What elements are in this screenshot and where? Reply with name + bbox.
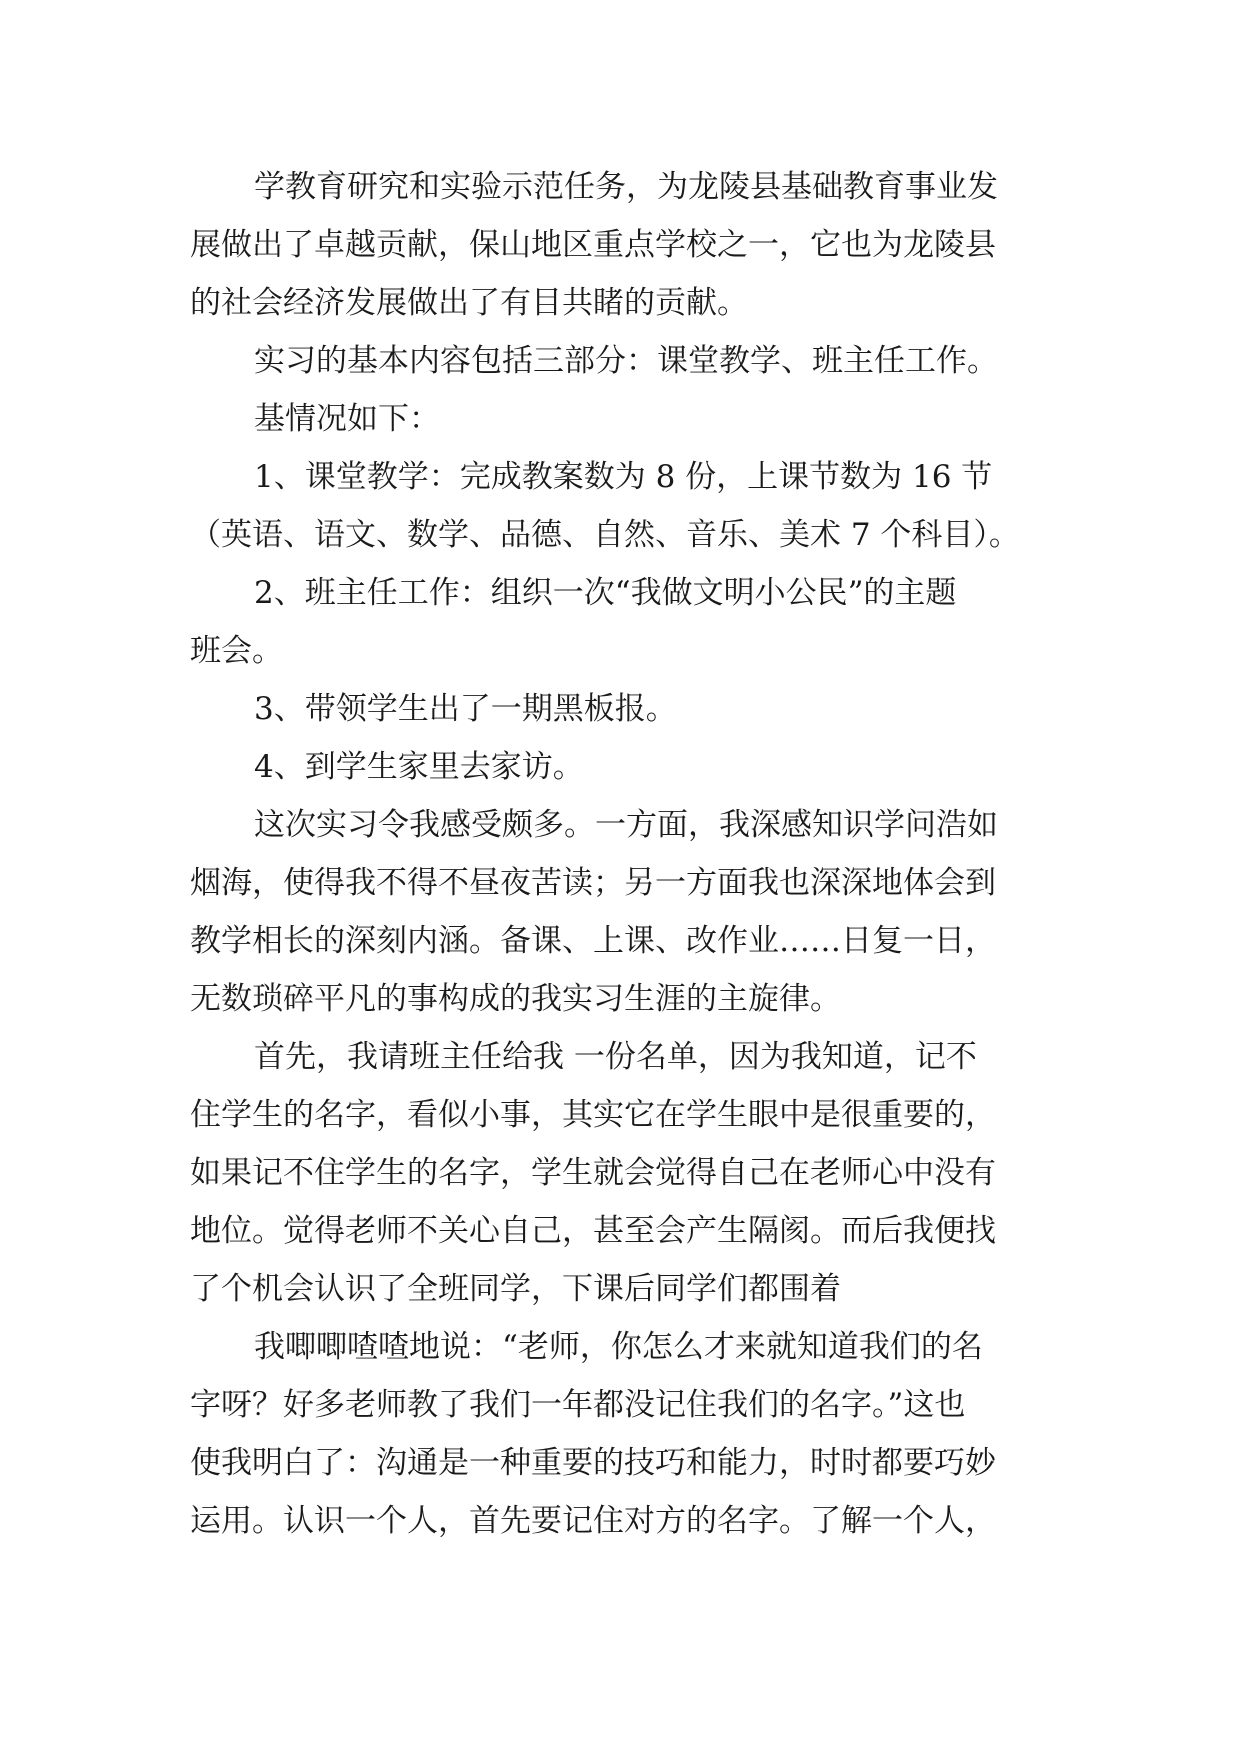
- text-line: 了个机会认识了全班同学，下课后同学们都围着: [190, 1271, 841, 1307]
- text-line: 3、带领学生出了一期黑板报。: [254, 691, 677, 727]
- text-line: 实习的基本内容包括三部分：课堂教学、班主任工作。: [254, 343, 998, 379]
- text-line: 4、到学生家里去家访。: [254, 749, 584, 785]
- text-line: （英语、语文、数学、品德、自然、音乐、美术 7 个科目）。: [190, 517, 1020, 553]
- text-line: 住学生的名字，看似小事，其实它在学生眼中是很重要的，: [190, 1097, 996, 1133]
- text-line: 首先，我请班主任给我 一份名单，因为我知道，记不: [254, 1039, 977, 1075]
- text-line: 如果记不住学生的名字，学生就会觉得自己在老师心中没有: [190, 1155, 996, 1191]
- text-line: 字呀？好多老师教了我们一年都没记住我们的名字。”这也: [190, 1387, 966, 1423]
- text-line: 教学相长的深刻内涵。备课、上课、改作业……日复一日，: [190, 923, 996, 959]
- text-line: 无数琐碎平凡的事构成的我实习生涯的主旋律。: [190, 981, 841, 1017]
- text-line: 基情况如下：: [254, 401, 440, 437]
- body-text: [190, 158, 1070, 1550]
- text-line: 运用。认识一个人，首先要记住对方的名字。了解一个人，: [190, 1503, 996, 1539]
- text-line: 班会。: [190, 633, 283, 669]
- text-line: 2、班主任工作：组织一次“我做文明小公民”的主题: [254, 575, 957, 611]
- text-line: 这次实习令我感受颇多。一方面，我深感知识学问浩如: [254, 807, 998, 843]
- text-line: 1、课堂教学：完成教案数为 8 份，上课节数为 16 节: [254, 459, 993, 495]
- text-line: 地位。觉得老师不关心自己，甚至会产生隔阂。而后我便找: [190, 1213, 996, 1249]
- text-line: 学教育研究和实验示范任务，为龙陵县基础教育事业发: [254, 169, 998, 205]
- text-line: 烟海，使得我不得不昼夜苦读；另一方面我也深深地体会到: [190, 865, 996, 901]
- text-line: 展做出了卓越贡献，保山地区重点学校之一，它也为龙陵县: [190, 227, 996, 263]
- text-line: 的社会经济发展做出了有目共睹的贡献。: [190, 285, 748, 321]
- text-line: 我唧唧喳喳地说：“老师，你怎么才来就知道我们的名: [254, 1329, 983, 1365]
- text-line: 使我明白了：沟通是一种重要的技巧和能力，时时都要巧妙: [190, 1445, 996, 1481]
